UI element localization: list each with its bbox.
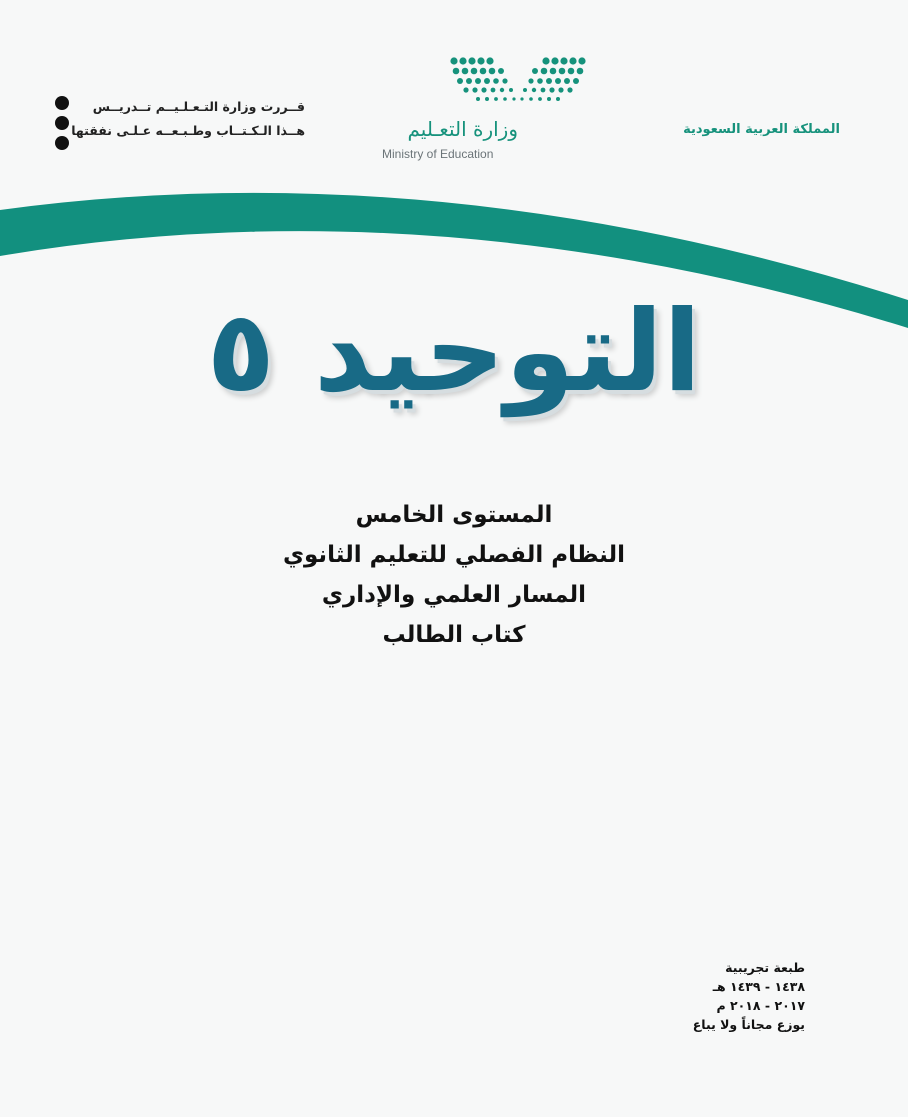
book-title: التوحيد ٥ — [206, 287, 702, 417]
ministry-logo — [370, 55, 600, 165]
kingdom-name: المملكة العربية السعودية — [683, 122, 840, 137]
notice-line: هــذا الـكـتــاب وطـبـعــه عـلـى نفقتها — [71, 123, 305, 138]
approval-notice — [55, 95, 305, 143]
edition-gregorian-years: ٢٠١٧ - ٢٠١٨ م — [716, 998, 805, 1013]
edition-info — [645, 958, 805, 1034]
ministry-name-english: Ministry of Education — [382, 147, 494, 161]
edition-hijri-years: ١٤٣٨ - ١٤٣٩ هـ — [712, 979, 805, 994]
subtitle-system: النظام الفصلي للتعليم الثانوي — [282, 542, 626, 568]
subtitle-track: المسار العلمي والإداري — [321, 582, 587, 608]
ministry-dots-logo-icon — [450, 55, 590, 110]
subtitle-level: المستوى الخامس — [355, 502, 553, 528]
notice-line: قــررت وزارة التـعـلـيــم تــدريــس — [92, 99, 305, 114]
edition-free-distribution: يوزع مجاناً ولا يباع — [692, 1017, 805, 1032]
subtitle-book-type: كتاب الطالب — [382, 622, 526, 648]
ministry-name-arabic: وزارة التعـليم — [407, 117, 518, 141]
book-subtitles — [0, 495, 908, 655]
edition-label: طبعة تجريبية — [725, 960, 805, 975]
